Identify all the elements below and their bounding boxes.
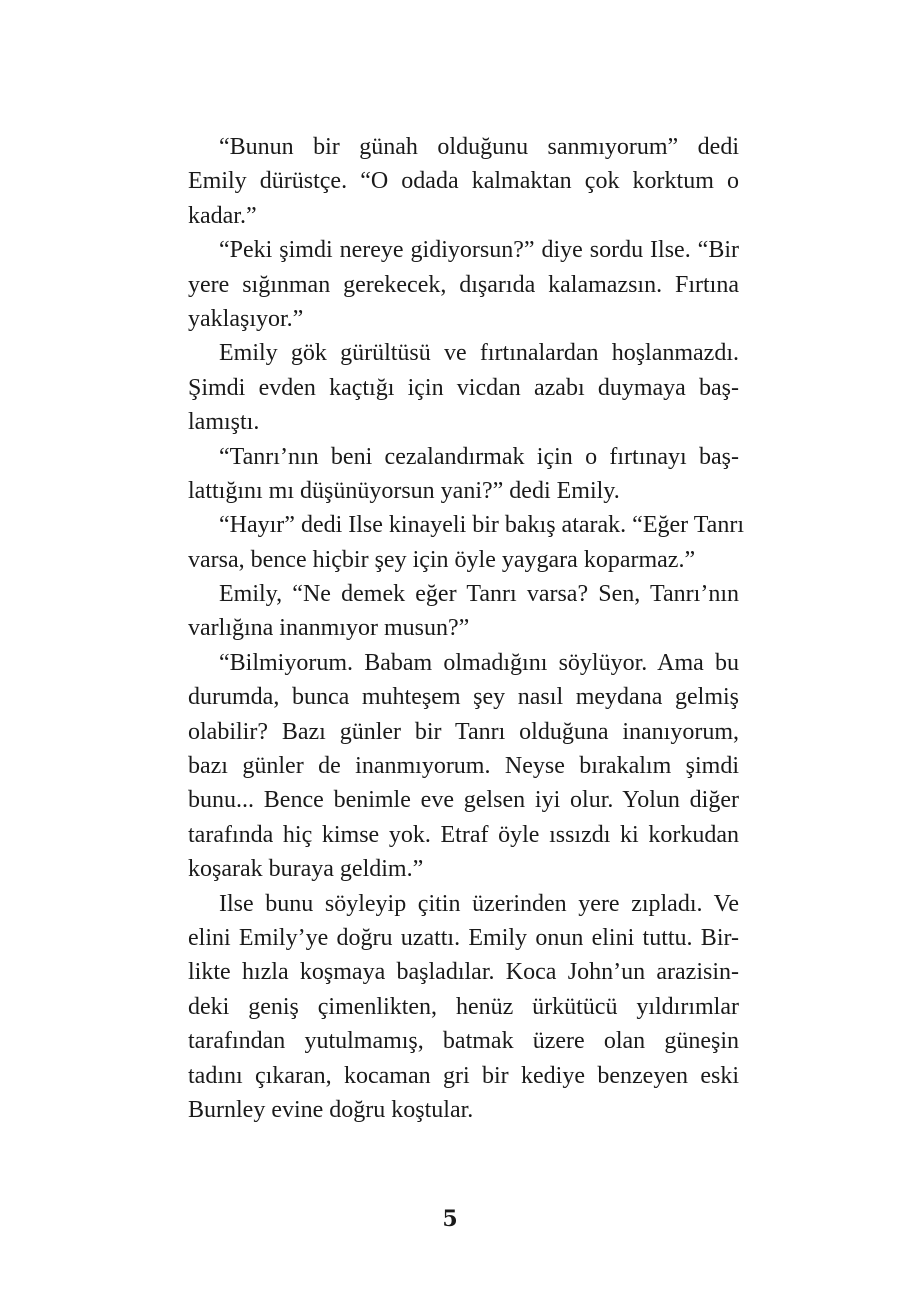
text-line: Şimdi evden kaçtığı için vicdan azabı duymaya baş- [188, 374, 739, 401]
text-line: likte hızla koşmaya başladılar. Koca John’un arazisin- [188, 959, 739, 986]
text-line: “Bilmiyorum. Babam olmadığını söylüyor. Ama bu [219, 649, 739, 676]
text-line: bazı günler de inanmıyorum. Neyse bırakalım şimdi [188, 753, 739, 780]
text-line: lattığını mı düşünüyorsun yani?” dedi Emily. [188, 477, 620, 504]
text-line: “Bunun bir günah olduğunu sanmıyorum” dedi [219, 134, 739, 160]
text-line: olabilir? Bazı günler bir Tanrı olduğuna inanıyorum, [188, 718, 739, 745]
text-line: “Tanrı’nın beni cezalandırmak için o fırtınayı baş- [219, 443, 739, 470]
text-line: tarafından yutulmamış, batmak üzere olan güneşin [188, 1028, 739, 1055]
body-text [188, 130, 744, 1127]
paragraph-5 [188, 508, 744, 577]
text-line: Emily, “Ne demek eğer Tanrı varsa? Sen, Tanrı’nın [219, 581, 739, 608]
text-line: tadını çıkaran, kocaman gri bir kediye benzeyen eski [188, 1062, 739, 1089]
page-number: 5 [442, 1206, 458, 1232]
text-line: yere sığınman gerekecek, dışarıda kalamazsın. Fırtına [188, 271, 739, 298]
paragraph-4 [188, 440, 739, 509]
text-line: “Hayır” dedi Ilse kinayeli bir bakış atarak. “Eğer Tanrı [219, 512, 744, 539]
paragraph-8 [188, 887, 739, 1128]
text-line: Emily gök gürültüsü ve fırtınalardan hoşlanmazdı. [219, 340, 739, 367]
text-line: varsa, bence hiçbir şey için öyle yaygara koparmaz.” [188, 546, 696, 573]
text-line: yaklaşıyor.” [188, 305, 304, 332]
paragraph-2 [188, 233, 739, 336]
text-line: Emily dürüstçe. “O odada kalmaktan çok korktum o [188, 168, 739, 195]
text-line: durumda, bunca muhteşem şey nasıl meydana gelmiş [188, 684, 739, 711]
text-line: lamıştı. [188, 409, 260, 436]
text-line: varlığına inanmıyor musun?” [188, 615, 470, 642]
paragraph-3 [188, 336, 739, 439]
text-line: Ilse bunu söyleyip çitin üzerinden yere zıpladı. Ve [219, 890, 739, 917]
text-line: koşarak buraya geldim.” [188, 856, 424, 883]
paragraph-6 [188, 577, 739, 646]
text-line: “Peki şimdi nereye gidiyorsun?” diye sordu Ilse. “Bir [219, 237, 739, 264]
text-line: elini Emily’ye doğru uzattı. Emily onun elini tuttu. Bir- [188, 924, 739, 951]
text-line: deki geniş çimenlikten, henüz ürkütücü yıldırımlar [188, 993, 739, 1020]
text-line: bunu... Bence benimle eve gelsen iyi olur. Yolun diğer [188, 787, 739, 814]
text-line: Burnley evine doğru koştular. [188, 1096, 474, 1123]
text-line: kadar.” [188, 202, 257, 229]
text-line: tarafında hiç kimse yok. Etraf öyle ıssızdı ki korkudan [188, 821, 739, 848]
paragraph-1 [188, 130, 739, 233]
paragraph-7 [188, 646, 739, 887]
